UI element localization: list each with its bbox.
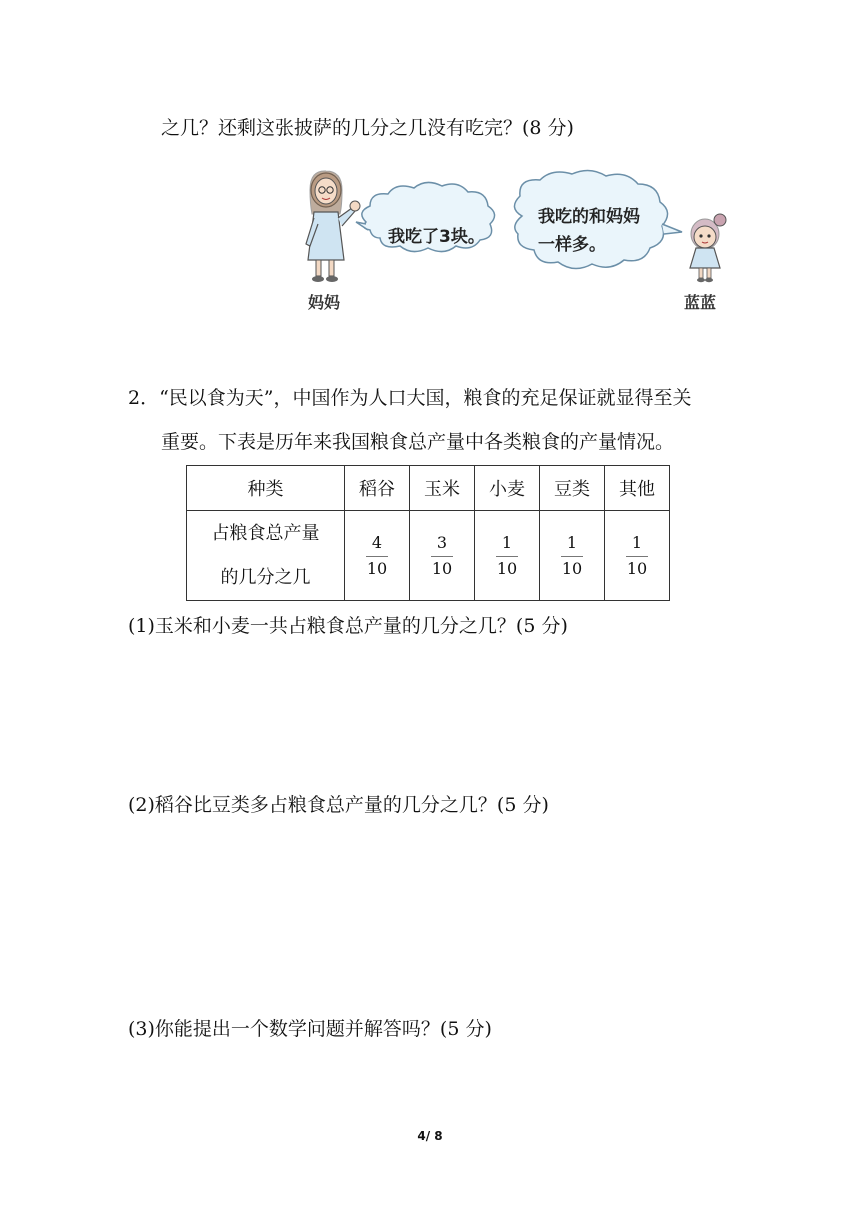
fraction xyxy=(626,533,648,579)
fraction xyxy=(496,533,518,579)
table-header-cell: 玉米 xyxy=(410,466,475,511)
fraction-denominator: 10 xyxy=(431,559,453,578)
fraction-denominator: 10 xyxy=(626,559,648,578)
fraction-numerator: 3 xyxy=(436,533,448,552)
lanlan-speech-text-2: 一样多。 xyxy=(538,235,606,255)
question-1-continuation: 之几？还剩这张披萨的几分之几没有吃完？(8 分) xyxy=(161,117,574,139)
table-cell xyxy=(605,511,670,601)
fraction-numerator: 1 xyxy=(501,533,513,552)
grain-production-table xyxy=(186,465,670,601)
table-header-cell: 豆类 xyxy=(540,466,605,511)
fraction xyxy=(431,533,453,579)
pizza-dialogue-illustration xyxy=(300,168,730,318)
lanlan-speech-text-1: 我吃的和妈妈 xyxy=(538,207,640,227)
table-header-cell: 稻谷 xyxy=(345,466,410,511)
sub-question-2: (2)稻谷比豆类多占粮食总产量的几分之几？(5 分) xyxy=(128,794,549,816)
fraction-numerator: 1 xyxy=(566,533,578,552)
lanlan-figure xyxy=(690,214,726,282)
table-cell xyxy=(540,511,605,601)
question-2-intro-line-1: 2．“民以食为天”，中国作为人口大国，粮食的充足保证就显得至关 xyxy=(128,387,692,409)
table-cell xyxy=(410,511,475,601)
table-header-cell: 其他 xyxy=(605,466,670,511)
row-label-line-1: 占粮食总产量 xyxy=(211,522,320,544)
fraction-denominator: 10 xyxy=(561,559,583,578)
sub-question-3: (3)你能提出一个数学问题并解答吗？(5 分) xyxy=(128,1018,492,1040)
page-number: 4/ 8 xyxy=(417,1129,443,1143)
lanlan-label: 蓝蓝 xyxy=(684,293,717,312)
mom-figure xyxy=(306,171,360,282)
fraction-denominator: 10 xyxy=(366,559,388,578)
table-cell xyxy=(345,511,410,601)
fraction xyxy=(366,533,388,579)
fraction xyxy=(561,533,583,579)
mom-label: 妈妈 xyxy=(308,293,341,312)
fraction-numerator: 4 xyxy=(371,533,383,552)
mom-speech-text: 我吃了3块。 xyxy=(388,227,485,247)
table-cell xyxy=(475,511,540,601)
table-header-cell: 小麦 xyxy=(475,466,540,511)
illustration-drawing xyxy=(300,168,730,318)
question-2-intro-line-2: 重要。下表是历年来我国粮食总产量中各类粮食的产量情况。 xyxy=(161,431,675,453)
fraction-denominator: 10 xyxy=(496,559,518,578)
fraction-numerator: 1 xyxy=(631,533,643,552)
table-header-label: 种类 xyxy=(187,466,345,511)
table-row xyxy=(187,511,670,601)
sub-question-1: (1)玉米和小麦一共占粮食总产量的几分之几？(5 分) xyxy=(128,615,568,637)
table-header-row xyxy=(187,466,670,511)
row-label-line-2: 的几分之几 xyxy=(220,566,311,588)
table-row-label xyxy=(187,511,345,601)
